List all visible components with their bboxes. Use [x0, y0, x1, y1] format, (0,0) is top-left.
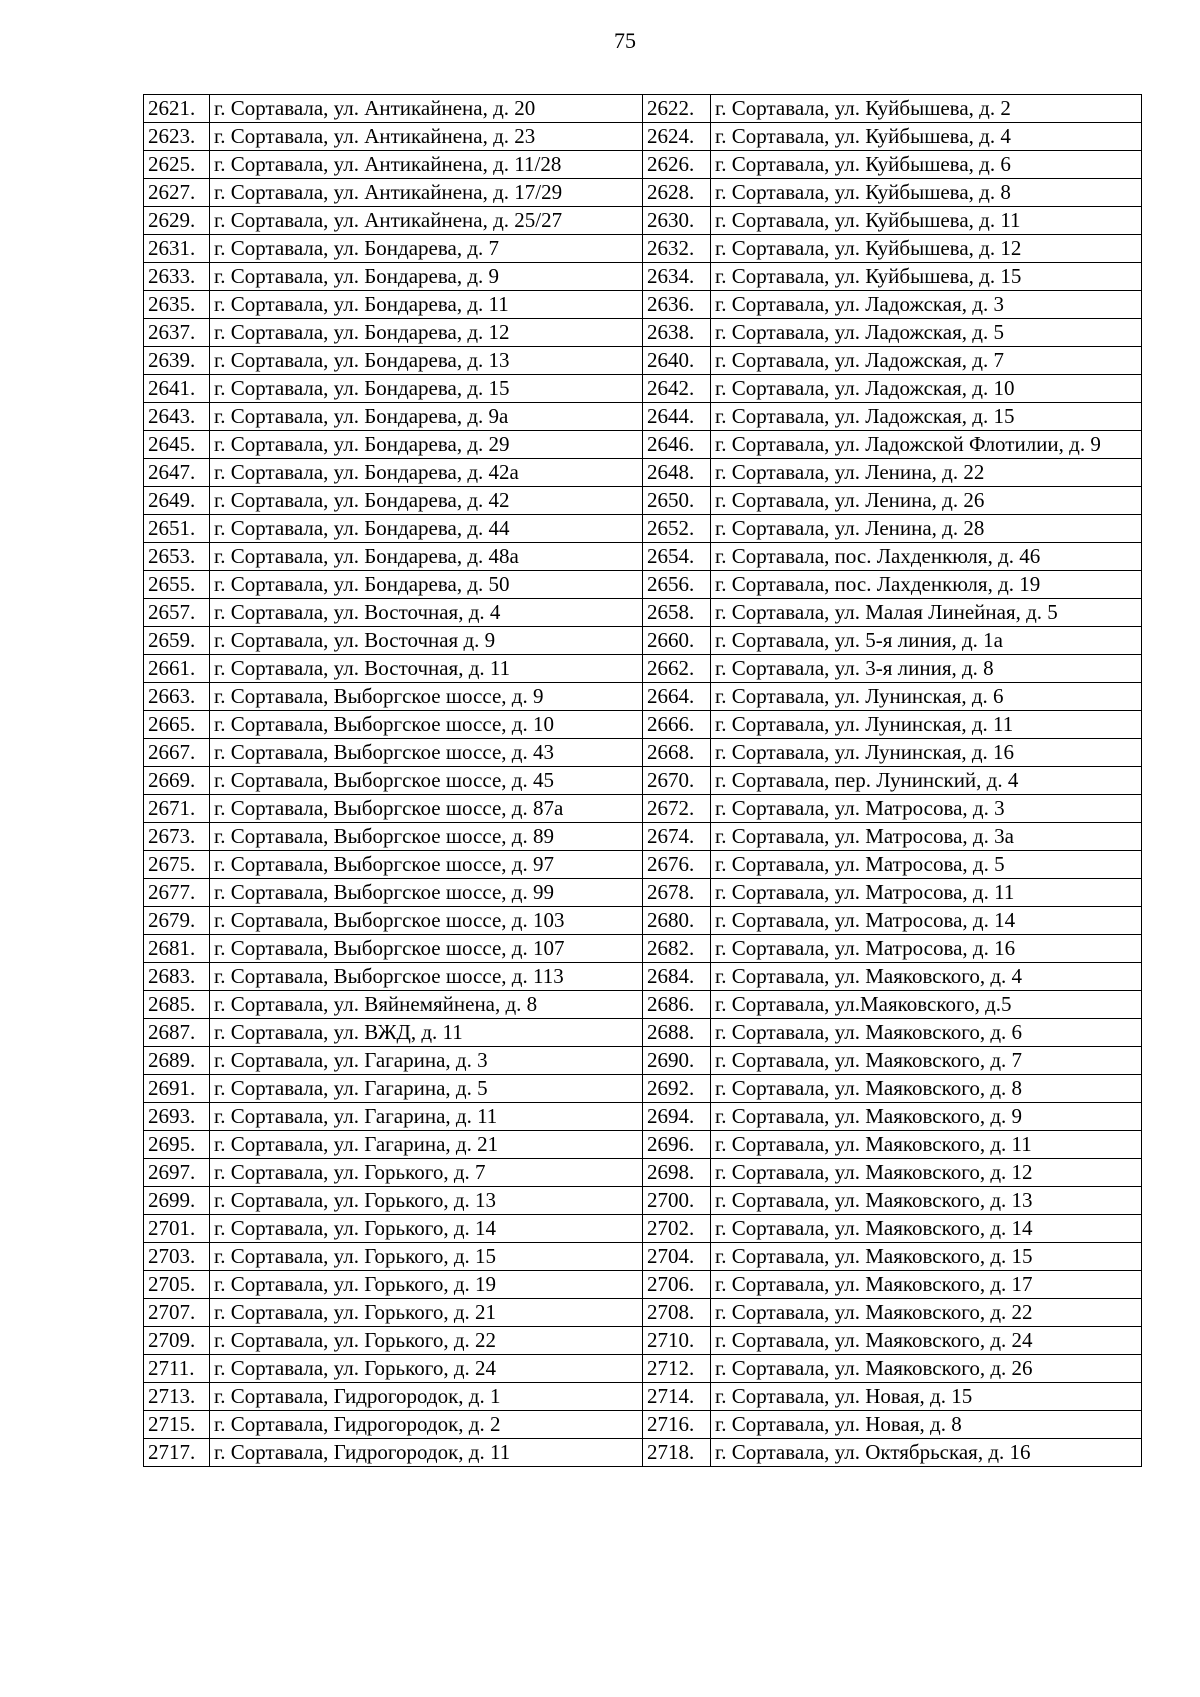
table-row — [144, 123, 1142, 151]
entry-address: г. Сортавала, ул. Куйбышева, д. 4 — [711, 123, 1142, 151]
entry-address: г. Сортавала, ул. Маяковского, д. 26 — [711, 1355, 1142, 1383]
entry-number: 2701. — [144, 1215, 210, 1243]
entry-address: г. Сортавала, ул. Матросова, д. 16 — [711, 935, 1142, 963]
table-row — [144, 991, 1142, 1019]
entry-address: г. Сортавала, ул. Гагарина, д. 3 — [210, 1047, 643, 1075]
entry-address: г. Сортавала, ул. Новая, д. 8 — [711, 1411, 1142, 1439]
entry-address: г. Сортавала, ул. Куйбышева, д. 15 — [711, 263, 1142, 291]
entry-number: 2679. — [144, 907, 210, 935]
entry-number: 2682. — [643, 935, 711, 963]
entry-address: г. Сортавала, ул. 5-я линия, д. 1а — [711, 627, 1142, 655]
entry-number: 2626. — [643, 151, 711, 179]
entry-address: г. Сортавала, ул. Лунинская, д. 11 — [711, 711, 1142, 739]
table-row — [144, 431, 1142, 459]
table-row — [144, 767, 1142, 795]
entry-address: г. Сортавала, ул. Маяковского, д. 9 — [711, 1103, 1142, 1131]
table-row — [144, 1327, 1142, 1355]
entry-number: 2659. — [144, 627, 210, 655]
entry-address: г. Сортавала, ул. Антикайнена, д. 11/28 — [210, 151, 643, 179]
entry-address: г. Сортавала, ул. Горького, д. 19 — [210, 1271, 643, 1299]
entry-number: 2674. — [643, 823, 711, 851]
table-row — [144, 571, 1142, 599]
entry-address: г. Сортавала, ул. Маяковского, д. 13 — [711, 1187, 1142, 1215]
entry-number: 2670. — [643, 767, 711, 795]
entry-address: г. Сортавала, ул. Маяковского, д. 24 — [711, 1327, 1142, 1355]
entry-number: 2677. — [144, 879, 210, 907]
table-row — [144, 1047, 1142, 1075]
entry-number: 2678. — [643, 879, 711, 907]
entry-address: г. Сортавала, ул. Горького, д. 21 — [210, 1299, 643, 1327]
entry-address: г. Сортавала, ул. Горького, д. 14 — [210, 1215, 643, 1243]
entry-number: 2653. — [144, 543, 210, 571]
entry-number: 2686. — [643, 991, 711, 1019]
entry-number: 2662. — [643, 655, 711, 683]
entry-number: 2656. — [643, 571, 711, 599]
entry-number: 2657. — [144, 599, 210, 627]
entry-number: 2715. — [144, 1411, 210, 1439]
entry-number: 2673. — [144, 823, 210, 851]
entry-number: 2655. — [144, 571, 210, 599]
entry-address: г. Сортавала, ул. Восточная, д. 4 — [210, 599, 643, 627]
entry-number: 2629. — [144, 207, 210, 235]
entry-address: г. Сортавала, ул. Ладожская, д. 15 — [711, 403, 1142, 431]
table-row — [144, 1131, 1142, 1159]
entry-number: 2698. — [643, 1159, 711, 1187]
entry-address: г. Сортавала, ул. Ленина, д. 26 — [711, 487, 1142, 515]
entry-address: г. Сортавала, пос. Лахденкюля, д. 46 — [711, 543, 1142, 571]
entry-address: г. Сортавала, ул. ВЖД, д. 11 — [210, 1019, 643, 1047]
entry-address: г. Сортавала, ул. Новая, д. 15 — [711, 1383, 1142, 1411]
table-row — [144, 1019, 1142, 1047]
entry-address: г. Сортавала, ул. Ладожской Флотилии, д. 9 — [711, 431, 1142, 459]
entry-number: 2623. — [144, 123, 210, 151]
table-row — [144, 795, 1142, 823]
entry-address: г. Сортавала, ул. Бондарева, д. 7 — [210, 235, 643, 263]
entry-address: г. Сортавала, ул. Маяковского, д. 8 — [711, 1075, 1142, 1103]
entry-number: 2621. — [144, 95, 210, 123]
entry-address: г. Сортавала, ул. Матросова, д. 5 — [711, 851, 1142, 879]
table-row — [144, 375, 1142, 403]
entry-number: 2685. — [144, 991, 210, 1019]
entry-address: г. Сортавала, ул. Куйбышева, д. 12 — [711, 235, 1142, 263]
entry-number: 2714. — [643, 1383, 711, 1411]
entry-address: г. Сортавала, ул. Бондарева, д. 50 — [210, 571, 643, 599]
entry-address: г. Сортавала, ул. Гагарина, д. 21 — [210, 1131, 643, 1159]
entry-address: г. Сортавала, ул. Маяковского, д. 12 — [711, 1159, 1142, 1187]
table-row — [144, 907, 1142, 935]
entry-number: 2664. — [643, 683, 711, 711]
entry-number: 2630. — [643, 207, 711, 235]
entry-number: 2709. — [144, 1327, 210, 1355]
table-row — [144, 347, 1142, 375]
entry-address: г. Сортавала, ул. Лунинская, д. 16 — [711, 739, 1142, 767]
entry-number: 2683. — [144, 963, 210, 991]
entry-address: г. Сортавала, ул. Куйбышева, д. 8 — [711, 179, 1142, 207]
entry-number: 2647. — [144, 459, 210, 487]
table-row — [144, 459, 1142, 487]
entry-number: 2695. — [144, 1131, 210, 1159]
entry-number: 2639. — [144, 347, 210, 375]
entry-address: г. Сортавала, ул. Антикайнена, д. 25/27 — [210, 207, 643, 235]
entry-number: 2699. — [144, 1187, 210, 1215]
table-row — [144, 1215, 1142, 1243]
entry-address: г. Сортавала, ул. Ленина, д. 28 — [711, 515, 1142, 543]
entry-address: г. Сортавала, ул. Бондарева, д. 48а — [210, 543, 643, 571]
entry-address: г. Сортавала, Гидрогородок, д. 2 — [210, 1411, 643, 1439]
entry-address: г. Сортавала, ул. Ленина, д. 22 — [711, 459, 1142, 487]
entry-number: 2696. — [643, 1131, 711, 1159]
entry-number: 2711. — [144, 1355, 210, 1383]
page-number: 75 — [614, 28, 636, 53]
table-row — [144, 235, 1142, 263]
entry-address: г. Сортавала, ул. Маяковского, д. 15 — [711, 1243, 1142, 1271]
entry-address: г. Сортавала, ул. Бондарева, д. 29 — [210, 431, 643, 459]
entry-number: 2665. — [144, 711, 210, 739]
entry-number: 2717. — [144, 1439, 210, 1467]
entry-address: г. Сортавала, пер. Лунинский, д. 4 — [711, 767, 1142, 795]
table-row — [144, 1299, 1142, 1327]
entry-number: 2667. — [144, 739, 210, 767]
address-table-body — [144, 95, 1142, 1467]
entry-number: 2644. — [643, 403, 711, 431]
table-row — [144, 711, 1142, 739]
entry-number: 2707. — [144, 1299, 210, 1327]
entry-address: г. Сортавала, Выборгское шоссе, д. 10 — [210, 711, 643, 739]
table-row — [144, 1243, 1142, 1271]
entry-address: г. Сортавала, ул. Октябрьская, д. 16 — [711, 1439, 1142, 1467]
entry-number: 2718. — [643, 1439, 711, 1467]
entry-address: г. Сортавала, Выборгское шоссе, д. 43 — [210, 739, 643, 767]
entry-number: 2634. — [643, 263, 711, 291]
table-row — [144, 1439, 1142, 1467]
table-row — [144, 739, 1142, 767]
entry-address: г. Сортавала, ул. Бондарева, д. 12 — [210, 319, 643, 347]
entry-address: г. Сортавала, ул. Горького, д. 15 — [210, 1243, 643, 1271]
entry-number: 2692. — [643, 1075, 711, 1103]
entry-number: 2654. — [643, 543, 711, 571]
entry-number: 2713. — [144, 1383, 210, 1411]
table-row — [144, 1355, 1142, 1383]
entry-number: 2690. — [643, 1047, 711, 1075]
entry-number: 2708. — [643, 1299, 711, 1327]
entry-number: 2669. — [144, 767, 210, 795]
entry-number: 2631. — [144, 235, 210, 263]
entry-number: 2638. — [643, 319, 711, 347]
entry-address: г. Сортавала, ул. Матросова, д. 14 — [711, 907, 1142, 935]
entry-number: 2649. — [144, 487, 210, 515]
entry-address: г. Сортавала, ул. Бондарева, д. 13 — [210, 347, 643, 375]
entry-number: 2651. — [144, 515, 210, 543]
entry-address: г. Сортавала, ул. Антикайнена, д. 20 — [210, 95, 643, 123]
entry-number: 2658. — [643, 599, 711, 627]
table-row — [144, 263, 1142, 291]
table-row — [144, 1187, 1142, 1215]
entry-address: г. Сортавала, ул. Куйбышева, д. 11 — [711, 207, 1142, 235]
entry-number: 2636. — [643, 291, 711, 319]
entry-number: 2622. — [643, 95, 711, 123]
entry-address: г. Сортавала, ул. Маяковского, д. 4 — [711, 963, 1142, 991]
entry-number: 2661. — [144, 655, 210, 683]
entry-number: 2660. — [643, 627, 711, 655]
entry-number: 2710. — [643, 1327, 711, 1355]
entry-number: 2689. — [144, 1047, 210, 1075]
entry-number: 2671. — [144, 795, 210, 823]
entry-number: 2643. — [144, 403, 210, 431]
entry-number: 2700. — [643, 1187, 711, 1215]
entry-address: г. Сортавала, ул. Антикайнена, д. 23 — [210, 123, 643, 151]
table-row — [144, 627, 1142, 655]
entry-number: 2694. — [643, 1103, 711, 1131]
entry-address: г. Сортавала, ул. Восточная, д. 11 — [210, 655, 643, 683]
table-row — [144, 207, 1142, 235]
table-row — [144, 319, 1142, 347]
table-row — [144, 683, 1142, 711]
entry-address: г. Сортавала, ул. Малая Линейная, д. 5 — [711, 599, 1142, 627]
entry-address: г. Сортавала, Выборгское шоссе, д. 87а — [210, 795, 643, 823]
entry-address: г. Сортавала, ул. Бондарева, д. 9а — [210, 403, 643, 431]
entry-address: г. Сортавала, ул. Матросова, д. 11 — [711, 879, 1142, 907]
entry-address: г. Сортавала, ул. Бондарева, д. 44 — [210, 515, 643, 543]
table-row — [144, 1103, 1142, 1131]
entry-address: г. Сортавала, ул. Восточная д. 9 — [210, 627, 643, 655]
entry-address: г. Сортавала, Выборгское шоссе, д. 45 — [210, 767, 643, 795]
entry-address: г. Сортавала, ул. Гагарина, д. 5 — [210, 1075, 643, 1103]
entry-address: г. Сортавала, ул. Куйбышева, д. 6 — [711, 151, 1142, 179]
entry-number: 2642. — [643, 375, 711, 403]
entry-address: г. Сортавала, Выборгское шоссе, д. 89 — [210, 823, 643, 851]
entry-address: г. Сортавала, ул. Лунинская, д. 6 — [711, 683, 1142, 711]
entry-number: 2687. — [144, 1019, 210, 1047]
entry-number: 2704. — [643, 1243, 711, 1271]
entry-number: 2627. — [144, 179, 210, 207]
entry-number: 2663. — [144, 683, 210, 711]
entry-number: 2648. — [643, 459, 711, 487]
entry-address: г. Сортавала, ул. Маяковского, д. 11 — [711, 1131, 1142, 1159]
entry-address: г. Сортавала, Выборгское шоссе, д. 103 — [210, 907, 643, 935]
entry-address: г. Сортавала, ул. Ладожская, д. 3 — [711, 291, 1142, 319]
entry-number: 2646. — [643, 431, 711, 459]
entry-address: г. Сортавала, Выборгское шоссе, д. 99 — [210, 879, 643, 907]
table-row — [144, 851, 1142, 879]
entry-address: г. Сортавала, ул. Маяковского, д. 22 — [711, 1299, 1142, 1327]
entry-number: 2688. — [643, 1019, 711, 1047]
table-row — [144, 291, 1142, 319]
entry-number: 2628. — [643, 179, 711, 207]
table-row — [144, 95, 1142, 123]
entry-number: 2703. — [144, 1243, 210, 1271]
entry-number: 2652. — [643, 515, 711, 543]
entry-address: г. Сортавала, ул. Бондарева, д. 15 — [210, 375, 643, 403]
entry-address: г. Сортавала, ул. Матросова, д. 3а — [711, 823, 1142, 851]
entry-number: 2666. — [643, 711, 711, 739]
table-row — [144, 655, 1142, 683]
entry-number: 2693. — [144, 1103, 210, 1131]
address-table — [143, 94, 1142, 1467]
entry-number: 2641. — [144, 375, 210, 403]
entry-number: 2645. — [144, 431, 210, 459]
entry-address: г. Сортавала, ул. Гагарина, д. 11 — [210, 1103, 643, 1131]
entry-address: г. Сортавала, ул. Матросова, д. 3 — [711, 795, 1142, 823]
entry-number: 2633. — [144, 263, 210, 291]
table-row — [144, 1271, 1142, 1299]
entry-address: г. Сортавала, ул. Маяковского, д. 14 — [711, 1215, 1142, 1243]
table-row — [144, 1159, 1142, 1187]
entry-number: 2675. — [144, 851, 210, 879]
entry-address: г. Сортавала, ул. Горького, д. 13 — [210, 1187, 643, 1215]
table-row — [144, 1383, 1142, 1411]
entry-address: г. Сортавала, ул. Бондарева, д. 11 — [210, 291, 643, 319]
entry-number: 2668. — [643, 739, 711, 767]
entry-address: г. Сортавала, Гидрогородок, д. 11 — [210, 1439, 643, 1467]
table-row — [144, 1075, 1142, 1103]
table-row — [144, 515, 1142, 543]
entry-address: г. Сортавала, ул. Маяковского, д. 17 — [711, 1271, 1142, 1299]
entry-address: г. Сортавала, Выборгское шоссе, д. 9 — [210, 683, 643, 711]
entry-number: 2676. — [643, 851, 711, 879]
entry-address: г. Сортавала, ул. Горького, д. 7 — [210, 1159, 643, 1187]
table-row — [144, 879, 1142, 907]
table-row — [144, 823, 1142, 851]
entry-address: г. Сортавала, ул. Бондарева, д. 42а — [210, 459, 643, 487]
entry-address: г. Сортавала, ул. Горького, д. 24 — [210, 1355, 643, 1383]
entry-number: 2702. — [643, 1215, 711, 1243]
entry-address: г. Сортавала, Выборгское шоссе, д. 97 — [210, 851, 643, 879]
table-row — [144, 487, 1142, 515]
entry-address: г. Сортавала, Гидрогородок, д. 1 — [210, 1383, 643, 1411]
entry-address: г. Сортавала, ул. Антикайнена, д. 17/29 — [210, 179, 643, 207]
table-row — [144, 151, 1142, 179]
entry-number: 2635. — [144, 291, 210, 319]
entry-address: г. Сортавала, ул. Куйбышева, д. 2 — [711, 95, 1142, 123]
entry-address: г. Сортавала, ул. Ладожская, д. 7 — [711, 347, 1142, 375]
entry-address: г. Сортавала, пос. Лахденкюля, д. 19 — [711, 571, 1142, 599]
entry-address: г. Сортавала, Выборгское шоссе, д. 107 — [210, 935, 643, 963]
table-row — [144, 935, 1142, 963]
entry-number: 2624. — [643, 123, 711, 151]
entry-number: 2672. — [643, 795, 711, 823]
table-row — [144, 543, 1142, 571]
entry-address: г. Сортавала, ул. Бондарева, д. 9 — [210, 263, 643, 291]
entry-number: 2637. — [144, 319, 210, 347]
table-row — [144, 179, 1142, 207]
entry-address: г. Сортавала, ул.Маяковского, д.5 — [711, 991, 1142, 1019]
entry-number: 2680. — [643, 907, 711, 935]
entry-address: г. Сортавала, Выборгское шоссе, д. 113 — [210, 963, 643, 991]
entry-number: 2625. — [144, 151, 210, 179]
entry-number: 2681. — [144, 935, 210, 963]
entry-address: г. Сортавала, ул. Ладожская, д. 10 — [711, 375, 1142, 403]
entry-address: г. Сортавала, ул. Маяковского, д. 7 — [711, 1047, 1142, 1075]
entry-number: 2632. — [643, 235, 711, 263]
entry-address: г. Сортавала, ул. Горького, д. 22 — [210, 1327, 643, 1355]
table-row — [144, 1411, 1142, 1439]
entry-address: г. Сортавала, ул. Маяковского, д. 6 — [711, 1019, 1142, 1047]
entry-address: г. Сортавала, ул. Вяйнемяйнена, д. 8 — [210, 991, 643, 1019]
entry-address: г. Сортавала, ул. Бондарева, д. 42 — [210, 487, 643, 515]
entry-number: 2712. — [643, 1355, 711, 1383]
entry-address: г. Сортавала, ул. Ладожская, д. 5 — [711, 319, 1142, 347]
entry-number: 2705. — [144, 1271, 210, 1299]
entry-number: 2691. — [144, 1075, 210, 1103]
entry-number: 2640. — [643, 347, 711, 375]
entry-number: 2697. — [144, 1159, 210, 1187]
entry-number: 2706. — [643, 1271, 711, 1299]
entry-number: 2716. — [643, 1411, 711, 1439]
table-row — [144, 403, 1142, 431]
table-row — [144, 963, 1142, 991]
entry-address: г. Сортавала, ул. 3-я линия, д. 8 — [711, 655, 1142, 683]
table-row — [144, 599, 1142, 627]
entry-number: 2650. — [643, 487, 711, 515]
entry-number: 2684. — [643, 963, 711, 991]
